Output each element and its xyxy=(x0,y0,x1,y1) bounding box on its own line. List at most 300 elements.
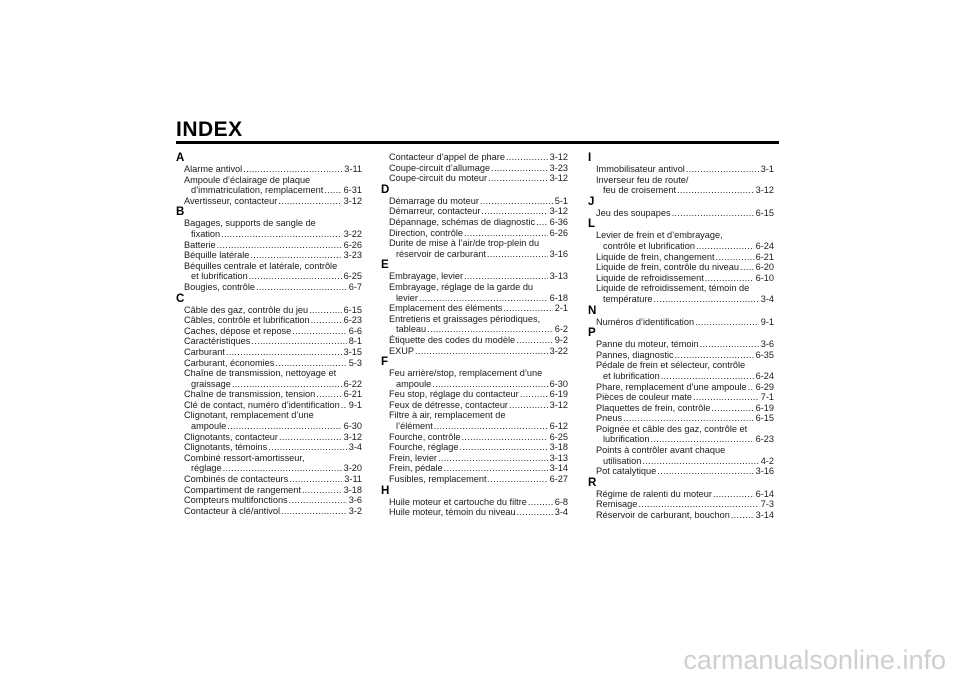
index-entry[interactable] xyxy=(176,358,362,369)
entry-label: Contacteur d’appel de phare xyxy=(389,152,505,162)
leader-dots xyxy=(221,229,341,240)
index-entry[interactable] xyxy=(176,305,362,316)
index-entry[interactable] xyxy=(588,445,774,466)
index-entry[interactable] xyxy=(381,400,568,411)
leader-dots xyxy=(623,413,754,424)
index-entry[interactable] xyxy=(176,506,362,517)
page-reference: 6-19 xyxy=(549,389,568,400)
index-entry[interactable] xyxy=(588,208,774,219)
index-entry[interactable] xyxy=(381,346,568,357)
index-entry[interactable] xyxy=(588,424,774,445)
leader-dots xyxy=(731,510,754,521)
index-entry[interactable] xyxy=(588,339,774,350)
entry-label: Poignée et câble des gaz, contrôle et xyxy=(596,423,748,434)
page-reference: 3-18 xyxy=(343,484,362,495)
page-reference: 6-35 xyxy=(755,349,774,360)
leader-dots xyxy=(250,250,341,261)
page-reference: 6-22 xyxy=(343,378,362,389)
leader-dots xyxy=(415,346,548,357)
entry-label: Coupe-circuit du moteur xyxy=(389,173,488,184)
index-entry[interactable] xyxy=(176,442,362,453)
index-entry[interactable] xyxy=(381,410,568,431)
index-entry[interactable] xyxy=(588,252,774,263)
entry-label-continued: ampoule xyxy=(191,421,227,432)
page-reference: 3-11 xyxy=(344,164,362,174)
leader-dots xyxy=(444,463,548,474)
leader-dots xyxy=(700,339,759,350)
entry-label: Fourche, réglage xyxy=(389,442,459,453)
leader-dots xyxy=(268,442,346,453)
page-reference: 6-14 xyxy=(755,488,774,499)
leader-dots xyxy=(432,379,547,390)
index-entry[interactable] xyxy=(381,497,568,508)
entry-label: Combinés de contacteurs xyxy=(184,474,289,485)
leader-dots xyxy=(419,293,548,304)
page-reference: 3-11 xyxy=(344,474,362,485)
leader-dots xyxy=(251,336,346,347)
page-reference: 9-1 xyxy=(760,316,774,327)
page-reference: 6-10 xyxy=(755,272,774,283)
entry-label: Pneus xyxy=(596,413,623,424)
entry-label: Durite de mise à l’air/de trop-plein du xyxy=(389,238,540,249)
leader-dots xyxy=(711,403,753,414)
entry-label: Clignotants, contacteur xyxy=(184,431,278,442)
entry-label: Combiné ressort-amortisseur, xyxy=(184,452,305,463)
entry-label: Liquide de frein, contrôle du niveau xyxy=(596,262,740,273)
index-entry[interactable] xyxy=(381,389,568,400)
leader-dots xyxy=(642,456,758,467)
index-entry[interactable] xyxy=(176,485,362,496)
entry-label: Remisage xyxy=(596,499,638,510)
entry-label: Panne du moteur, témoin xyxy=(596,339,699,350)
leader-dots xyxy=(309,305,341,316)
entry-label-continued: feu de croisement xyxy=(603,185,677,196)
leader-dots xyxy=(438,453,548,464)
page-reference: 6-19 xyxy=(755,402,774,413)
index-entry[interactable] xyxy=(588,273,774,284)
page-reference: 7-1 xyxy=(760,392,774,403)
index-entry[interactable] xyxy=(381,228,568,239)
entry-label-continued: graissage xyxy=(191,378,231,389)
leader-dots xyxy=(672,208,754,219)
section-letter: A xyxy=(176,152,185,164)
index-entry[interactable] xyxy=(381,206,568,217)
entry-label: EXUP xyxy=(389,345,415,356)
index-entry[interactable] xyxy=(176,432,362,443)
entry-label: Direction, contrôle xyxy=(389,227,464,238)
page-reference: 6-23 xyxy=(755,434,774,445)
section-letter: D xyxy=(381,183,390,196)
index-entry[interactable] xyxy=(176,218,362,239)
page-reference: 3-12 xyxy=(343,431,362,442)
leader-dots xyxy=(289,474,342,485)
entry-label-continued: contrôle et lubrification xyxy=(603,240,695,251)
page-reference: 3-4 xyxy=(554,507,568,518)
entry-label: Fusibles, remplacement xyxy=(389,474,487,485)
index-entry[interactable] xyxy=(176,474,362,485)
index-entry[interactable] xyxy=(588,262,774,273)
leader-dots xyxy=(481,206,547,217)
index-entry[interactable] xyxy=(176,282,362,293)
index-entry[interactable] xyxy=(588,283,774,304)
entry-label-continued: utilisation xyxy=(603,455,642,466)
entry-label: Filtre à air, remplacement de xyxy=(389,410,506,421)
entry-label: Caractéristiques xyxy=(184,336,251,347)
index-entry[interactable] xyxy=(588,403,774,414)
leader-dots xyxy=(748,382,754,393)
index-entry[interactable] xyxy=(381,303,568,314)
index-entry[interactable] xyxy=(176,453,362,474)
leader-dots xyxy=(488,173,548,184)
page-title: INDEX xyxy=(176,118,243,141)
index-entry[interactable] xyxy=(381,463,568,474)
entry-label: Feu stop, réglage du contacteur xyxy=(389,389,519,400)
leader-dots xyxy=(341,400,347,411)
index-entry[interactable] xyxy=(381,474,568,485)
index-entry[interactable] xyxy=(176,326,362,337)
index-entry[interactable] xyxy=(588,466,774,477)
index-entry[interactable] xyxy=(176,175,362,196)
entry-label: Jeu des soupapes xyxy=(596,207,671,218)
leader-dots xyxy=(275,358,346,369)
leader-dots xyxy=(223,463,342,474)
leader-dots xyxy=(278,196,341,207)
leader-dots xyxy=(227,421,341,432)
page-reference: 3-20 xyxy=(343,463,362,474)
index-entry[interactable] xyxy=(381,173,568,184)
leader-dots xyxy=(650,434,753,445)
leader-dots xyxy=(464,228,548,239)
page-reference: 6-36 xyxy=(549,216,568,227)
page-reference: 6-15 xyxy=(343,304,362,315)
index-entry[interactable] xyxy=(588,413,774,424)
section-letter: C xyxy=(176,292,185,305)
index-entry[interactable] xyxy=(176,368,362,389)
entry-label: Dépannage, schémas de diagnostic xyxy=(389,216,536,227)
leader-dots xyxy=(686,164,759,175)
page-reference: 6-31 xyxy=(343,185,362,196)
entry-label: Immobilisateur antivol xyxy=(596,164,685,174)
entry-label: Liquide de refroidissement xyxy=(596,272,704,283)
index-entry[interactable] xyxy=(381,368,568,389)
page-reference: 3-6 xyxy=(760,339,774,350)
index-entry[interactable] xyxy=(588,317,774,328)
leader-dots xyxy=(536,217,548,228)
entry-label: Étiquette des codes du modèle xyxy=(389,334,516,345)
page-reference: 6-15 xyxy=(755,413,774,424)
entry-label-continued: levier xyxy=(396,292,418,303)
entry-label: Inverseur feu de route/ xyxy=(596,174,689,185)
page-reference: 3-12 xyxy=(549,152,568,162)
page-reference: 9-2 xyxy=(554,334,568,345)
index-entry[interactable] xyxy=(588,510,774,521)
page-reference: 3-22 xyxy=(343,228,362,239)
page-reference: 3-16 xyxy=(755,466,774,477)
page-reference: 3-12 xyxy=(755,185,774,196)
section-letter: F xyxy=(381,356,389,369)
entry-label: Carburant xyxy=(184,346,225,357)
section-letter: R xyxy=(588,476,597,489)
leader-dots xyxy=(243,164,342,175)
entry-label: Coupe-circuit d’allumage xyxy=(389,162,491,173)
leader-dots xyxy=(509,400,548,411)
entry-label: Régime de ralenti du moteur xyxy=(596,488,712,499)
index-entry[interactable] xyxy=(176,315,362,326)
index-entry[interactable] xyxy=(176,495,362,506)
leader-dots xyxy=(226,347,342,358)
index-entry[interactable] xyxy=(588,175,774,196)
entry-label: Réservoir de carburant, bouchon xyxy=(596,510,730,521)
index-entry[interactable] xyxy=(176,240,362,251)
leader-dots xyxy=(517,507,553,518)
entry-label: Démarreur, contacteur xyxy=(389,206,481,217)
entry-label: Caches, dépose et repose xyxy=(184,325,292,336)
index-entry[interactable] xyxy=(176,336,362,347)
index-entry[interactable] xyxy=(588,499,774,510)
section-letter: B xyxy=(176,206,185,219)
leader-dots xyxy=(491,163,547,174)
index-entry[interactable] xyxy=(588,230,774,251)
section-letter: J xyxy=(588,195,595,208)
page-reference: 3-16 xyxy=(549,248,568,259)
leader-dots xyxy=(279,432,342,443)
entry-label: Points à contrôler avant chaque xyxy=(596,445,726,456)
index-column-3 xyxy=(588,152,774,521)
entry-label: Alarme antivol xyxy=(184,164,243,174)
page-reference: 3-12 xyxy=(549,206,568,217)
entry-label: Embrayage, levier xyxy=(389,271,464,282)
index-entry[interactable] xyxy=(381,432,568,443)
section-letter: N xyxy=(588,304,597,317)
entry-label: Câbles, contrôle et lubrification xyxy=(184,315,310,326)
page-reference: 6-20 xyxy=(755,262,774,273)
index-column-1 xyxy=(176,152,362,516)
entry-label: Fourche, contrôle xyxy=(389,431,461,442)
page-reference: 5-1 xyxy=(554,195,568,206)
index-entry[interactable] xyxy=(381,196,568,207)
index-entry[interactable] xyxy=(588,164,774,175)
section-letter: P xyxy=(588,327,596,340)
page-reference: 3-23 xyxy=(343,250,362,261)
page-reference: 3-23 xyxy=(549,162,568,173)
entry-label-continued: lubrification xyxy=(603,434,650,445)
section-letter: L xyxy=(588,218,596,231)
entry-label: Entretiens et graissages périodiques, xyxy=(389,313,541,324)
leader-dots xyxy=(675,350,754,361)
page-reference: 2-1 xyxy=(554,303,568,314)
page-reference: 6-24 xyxy=(755,240,774,251)
entry-label: Clignotant, remplacement d’une xyxy=(184,410,314,421)
page-reference: 3-12 xyxy=(549,173,568,184)
leader-dots xyxy=(638,499,758,510)
title-rule xyxy=(176,141,779,144)
page-reference: 3-12 xyxy=(343,195,362,206)
page-reference: 3-4 xyxy=(348,442,362,453)
index-entry[interactable] xyxy=(176,250,362,261)
leader-dots xyxy=(256,282,347,293)
entry-label: Huile moteur, témoin du niveau xyxy=(389,507,516,518)
page-reference: 3-2 xyxy=(348,505,362,516)
entry-label-continued: l’élément xyxy=(396,421,433,432)
index-entry[interactable] xyxy=(381,314,568,335)
page-reference: 6-23 xyxy=(343,315,362,326)
page-reference: 6-30 xyxy=(343,421,362,432)
entry-label: Bougies, contrôle xyxy=(184,281,255,292)
leader-dots xyxy=(311,315,342,326)
index-column-2 xyxy=(381,152,568,518)
entry-label: Huile moteur et cartouche du filtre xyxy=(389,496,527,507)
leader-dots xyxy=(281,506,347,517)
page-reference: 6-6 xyxy=(348,325,362,336)
entry-label: Pièces de couleur mate xyxy=(596,392,693,403)
index-entry[interactable] xyxy=(381,453,568,464)
leader-dots xyxy=(693,392,759,403)
page-reference: 6-15 xyxy=(755,207,774,218)
page-reference: 7-3 xyxy=(760,499,774,510)
entry-label: Clignotants, témoins xyxy=(184,442,268,453)
section-letter: I xyxy=(588,152,592,164)
leader-dots xyxy=(713,489,754,500)
index-entry[interactable] xyxy=(381,238,568,259)
index-entry[interactable] xyxy=(176,164,362,175)
entry-label: Béquille latérale xyxy=(184,250,250,261)
entry-label: Plaquettes de frein, contrôle xyxy=(596,402,711,413)
index-entry[interactable] xyxy=(176,389,362,400)
index-entry[interactable] xyxy=(381,217,568,228)
page-reference: 6-8 xyxy=(554,496,568,507)
leader-dots xyxy=(302,485,342,496)
entry-label: Ampoule d’éclairage de plaque xyxy=(184,174,311,185)
leader-dots xyxy=(232,379,342,390)
index-entry[interactable] xyxy=(381,442,568,453)
leader-dots xyxy=(506,152,548,163)
index-entry[interactable] xyxy=(176,410,362,431)
section-letter: H xyxy=(381,484,390,497)
page-reference: 6-21 xyxy=(755,251,774,262)
leader-dots xyxy=(487,249,548,260)
entry-label: Levier de frein et d’embrayage, xyxy=(596,230,723,241)
entry-label: Bagages, supports de sangle de xyxy=(184,218,316,229)
page-reference: 6-12 xyxy=(549,421,568,432)
index-entry[interactable] xyxy=(381,282,568,303)
index-entry[interactable] xyxy=(381,335,568,346)
index-entry[interactable] xyxy=(381,163,568,174)
leader-dots xyxy=(716,252,754,263)
entry-label-continued: fixation xyxy=(191,228,221,239)
index-entry[interactable] xyxy=(588,350,774,361)
leader-dots xyxy=(480,196,553,207)
page-reference: 6-27 xyxy=(549,474,568,485)
watermark: carmanualsonline.info xyxy=(683,645,946,675)
index-entry[interactable] xyxy=(588,392,774,403)
entry-label-continued: et lubrification xyxy=(603,370,660,381)
entry-label: Feu arrière/stop, remplacement d’une xyxy=(389,368,543,379)
page-reference: 3-6 xyxy=(348,495,362,506)
leader-dots xyxy=(217,240,342,251)
entry-label: Pannes, diagnostic xyxy=(596,349,674,360)
leader-dots xyxy=(324,185,341,196)
page-reference: 3-4 xyxy=(760,293,774,304)
entry-label-continued: réglage xyxy=(191,463,222,474)
entry-label-continued: tableau xyxy=(396,324,427,335)
index-entry[interactable] xyxy=(588,360,774,381)
page-reference: 3-1 xyxy=(760,164,774,174)
page-reference: 3-22 xyxy=(549,345,568,356)
page-reference: 4-2 xyxy=(760,455,774,466)
leader-dots xyxy=(292,326,346,337)
page-reference: 6-24 xyxy=(755,370,774,381)
entry-label-continued: et lubrification xyxy=(191,271,248,282)
leader-dots xyxy=(249,271,342,282)
page-reference: 6-29 xyxy=(755,381,774,392)
leader-dots xyxy=(677,185,754,196)
page-reference: 8-1 xyxy=(348,336,362,347)
entry-label-continued: d’immatriculation, remplacement xyxy=(191,185,324,196)
page-reference: 6-25 xyxy=(343,271,362,282)
leader-dots xyxy=(289,495,347,506)
leader-dots xyxy=(503,303,552,314)
entry-label: Emplacement des éléments xyxy=(389,303,503,314)
index-entry[interactable] xyxy=(588,382,774,393)
leader-dots xyxy=(462,432,548,443)
leader-dots xyxy=(434,421,548,432)
section-letter: E xyxy=(381,259,389,272)
page-reference: 6-30 xyxy=(549,378,568,389)
leader-dots xyxy=(740,262,754,273)
entry-label: Feux de détresse, contacteur xyxy=(389,399,508,410)
page-reference: 6-26 xyxy=(549,227,568,238)
entry-label: Chaîne de transmission, tension xyxy=(184,389,316,400)
entry-label: Béquilles centrale et latérale, contrôle xyxy=(184,260,338,271)
page-reference: 6-18 xyxy=(549,292,568,303)
entry-label: Phare, remplacement d’une ampoule xyxy=(596,381,747,392)
page-reference: 6-7 xyxy=(348,281,362,292)
page-reference: 3-14 xyxy=(549,463,568,474)
entry-label: Pédale de frein et sélecteur, contrôle xyxy=(596,360,746,371)
entry-label: Liquide de refroidissement, témoin de xyxy=(596,283,750,294)
leader-dots xyxy=(427,324,553,335)
leader-dots xyxy=(705,273,754,284)
index-entry[interactable] xyxy=(381,152,568,163)
page-reference: 3-14 xyxy=(755,510,774,521)
entry-label: Câble des gaz, contrôle du jeu xyxy=(184,304,309,315)
entry-label: Démarrage du moteur xyxy=(389,195,479,206)
entry-label: Pot catalytique xyxy=(596,466,657,477)
leader-dots xyxy=(459,442,547,453)
index-entry[interactable] xyxy=(176,347,362,358)
leader-dots xyxy=(528,497,553,508)
index-entry[interactable] xyxy=(381,507,568,518)
page-reference: 6-26 xyxy=(343,239,362,250)
entry-label: Liquide de frein, changement xyxy=(596,251,715,262)
index-entry[interactable] xyxy=(176,261,362,282)
leader-dots xyxy=(464,271,548,282)
leader-dots xyxy=(316,389,341,400)
entry-label: Batterie xyxy=(184,239,216,250)
page-reference: 3-15 xyxy=(343,346,362,357)
page-reference: 3-13 xyxy=(549,271,568,282)
entry-label: Compteurs multifonctions xyxy=(184,495,288,506)
entry-label: Clé de contact, numéro d’identification xyxy=(184,399,340,410)
index-entry[interactable] xyxy=(176,400,362,411)
index-entry[interactable] xyxy=(381,271,568,282)
entry-label-continued: réservoir de carburant xyxy=(396,248,486,259)
index-entry[interactable] xyxy=(176,196,362,207)
page-reference: 5-3 xyxy=(348,357,362,368)
leader-dots xyxy=(661,371,754,382)
entry-label: Embrayage, réglage de la garde du xyxy=(389,281,534,292)
index-entry[interactable] xyxy=(588,489,774,500)
